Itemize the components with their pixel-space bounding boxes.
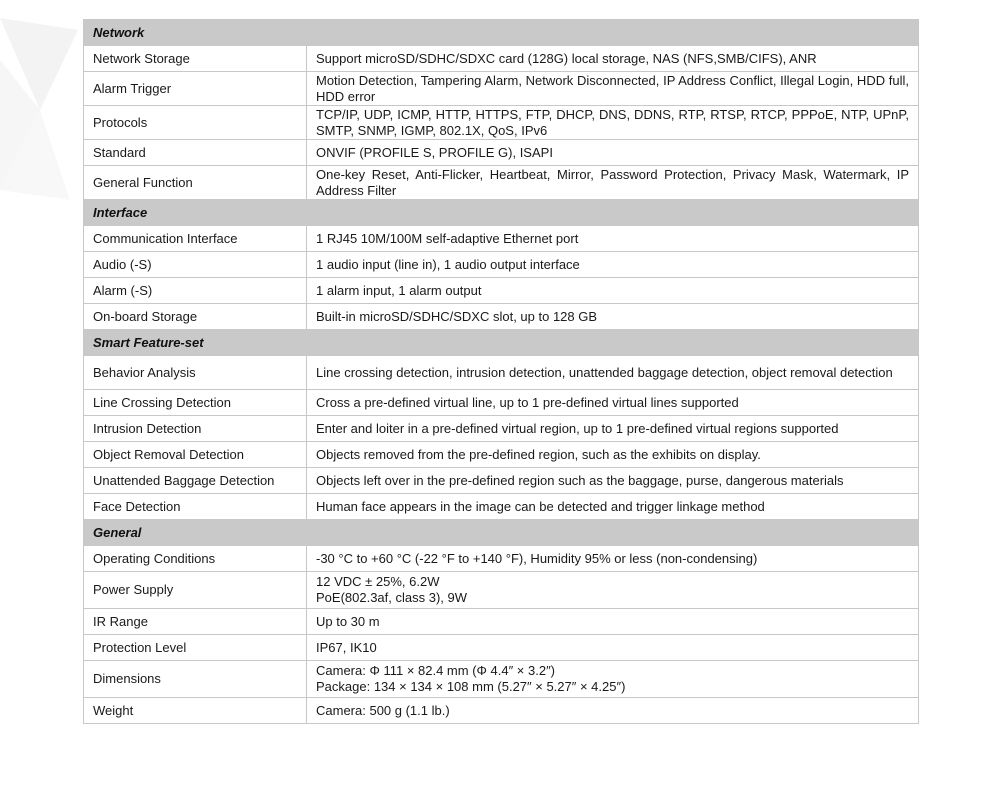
spec-value: 1 alarm input, 1 alarm output [307, 278, 919, 304]
section-header-general [84, 520, 919, 546]
spec-label: Communication Interface [84, 226, 307, 252]
spec-value: Up to 30 m [307, 609, 919, 635]
table-row [84, 494, 919, 520]
decorative-corner-shape [0, 0, 90, 220]
section-title: Network [84, 20, 919, 46]
spec-label: Intrusion Detection [84, 416, 307, 442]
table-row [84, 468, 919, 494]
spec-label: Object Removal Detection [84, 442, 307, 468]
spec-label: Alarm Trigger [84, 72, 307, 106]
table-row [84, 72, 919, 106]
spec-label: Behavior Analysis [84, 356, 307, 390]
spec-label: Protection Level [84, 635, 307, 661]
spec-label: Audio (-S) [84, 252, 307, 278]
table-row [84, 546, 919, 572]
table-row [84, 252, 919, 278]
table-row [84, 698, 919, 724]
spec-value-line: Camera: Φ 111 × 82.4 mm (Φ 4.4″ × 3.2″) [316, 663, 556, 678]
section-title: Interface [84, 200, 919, 226]
table-row [84, 572, 919, 609]
section-title: Smart Feature-set [84, 330, 919, 356]
spec-label: Standard [84, 140, 307, 166]
spec-value: Motion Detection, Tampering Alarm, Network Disconnected, IP Address Conflict, Illegal Login, HDD full, HDD error [307, 72, 919, 106]
table-row [84, 609, 919, 635]
spec-value: IP67, IK10 [307, 635, 919, 661]
spec-value: 1 audio input (line in), 1 audio output interface [307, 252, 919, 278]
spec-value: Human face appears in the image can be detected and trigger linkage method [307, 494, 919, 520]
table-row [84, 278, 919, 304]
spec-value: ONVIF (PROFILE S, PROFILE G), ISAPI [307, 140, 919, 166]
table-row [84, 416, 919, 442]
spec-value: Camera: 500 g (1.1 lb.) [307, 698, 919, 724]
spec-value-line: PoE(802.3af, class 3), 9W [316, 590, 468, 605]
section-header-interface [84, 200, 919, 226]
table-row [84, 166, 919, 200]
spec-label: Line Crossing Detection [84, 390, 307, 416]
spec-label: Protocols [84, 106, 307, 140]
table-row [84, 106, 919, 140]
spec-label: Alarm (-S) [84, 278, 307, 304]
spec-label: Power Supply [84, 572, 307, 609]
table-row [84, 226, 919, 252]
spec-value: TCP/IP, UDP, ICMP, HTTP, HTTPS, FTP, DHCP, DNS, DDNS, RTP, RTSP, RTCP, PPPoE, NTP, UPnP, SMTP, SNMP, IGMP, 802.1X, QoS, IPv6 [307, 106, 919, 140]
spec-label: Network Storage [84, 46, 307, 72]
spec-value-line: 12 VDC ± 25%, 6.2W [316, 574, 440, 589]
table-row [84, 390, 919, 416]
spec-label: Unattended Baggage Detection [84, 468, 307, 494]
table-row [84, 442, 919, 468]
spec-label: Operating Conditions [84, 546, 307, 572]
table-row [84, 304, 919, 330]
spec-value: One-key Reset, Anti-Flicker, Heartbeat, Mirror, Password Protection, Privacy Mask, Watermark, IP Address Filter [307, 166, 919, 200]
spec-value: Objects left over in the pre-defined region such as the baggage, purse, dangerous materials [307, 468, 919, 494]
spec-label: General Function [84, 166, 307, 200]
spec-value [307, 572, 919, 609]
section-header-smart-feature-set [84, 330, 919, 356]
spec-table [83, 19, 919, 724]
section-header-network [84, 20, 919, 46]
spec-value: Line crossing detection, intrusion detection, unattended baggage detection, object removal detection [307, 356, 919, 390]
table-row [84, 661, 919, 698]
spec-value: Objects removed from the pre-defined region, such as the exhibits on display. [307, 442, 919, 468]
table-row [84, 635, 919, 661]
table-row [84, 140, 919, 166]
spec-value-line: Package: 134 × 134 × 108 mm (5.27″ × 5.27″ × 4.25″) [316, 679, 626, 694]
spec-value: Built-in microSD/SDHC/SDXC slot, up to 128 GB [307, 304, 919, 330]
spec-label: IR Range [84, 609, 307, 635]
table-row [84, 356, 919, 390]
spec-value [307, 661, 919, 698]
spec-value: Cross a pre-defined virtual line, up to 1 pre-defined virtual lines supported [307, 390, 919, 416]
table-row [84, 46, 919, 72]
spec-label: Dimensions [84, 661, 307, 698]
spec-label: Face Detection [84, 494, 307, 520]
spec-value: Enter and loiter in a pre-defined virtual region, up to 1 pre-defined virtual regions supported [307, 416, 919, 442]
section-title: General [84, 520, 919, 546]
spec-label: On-board Storage [84, 304, 307, 330]
spec-value: Support microSD/SDHC/SDXC card (128G) local storage, NAS (NFS,SMB/CIFS), ANR [307, 46, 919, 72]
spec-value: -30 °C to +60 °C (-22 °F to +140 °F), Humidity 95% or less (non-condensing) [307, 546, 919, 572]
spec-value: 1 RJ45 10M/100M self-adaptive Ethernet port [307, 226, 919, 252]
spec-label: Weight [84, 698, 307, 724]
